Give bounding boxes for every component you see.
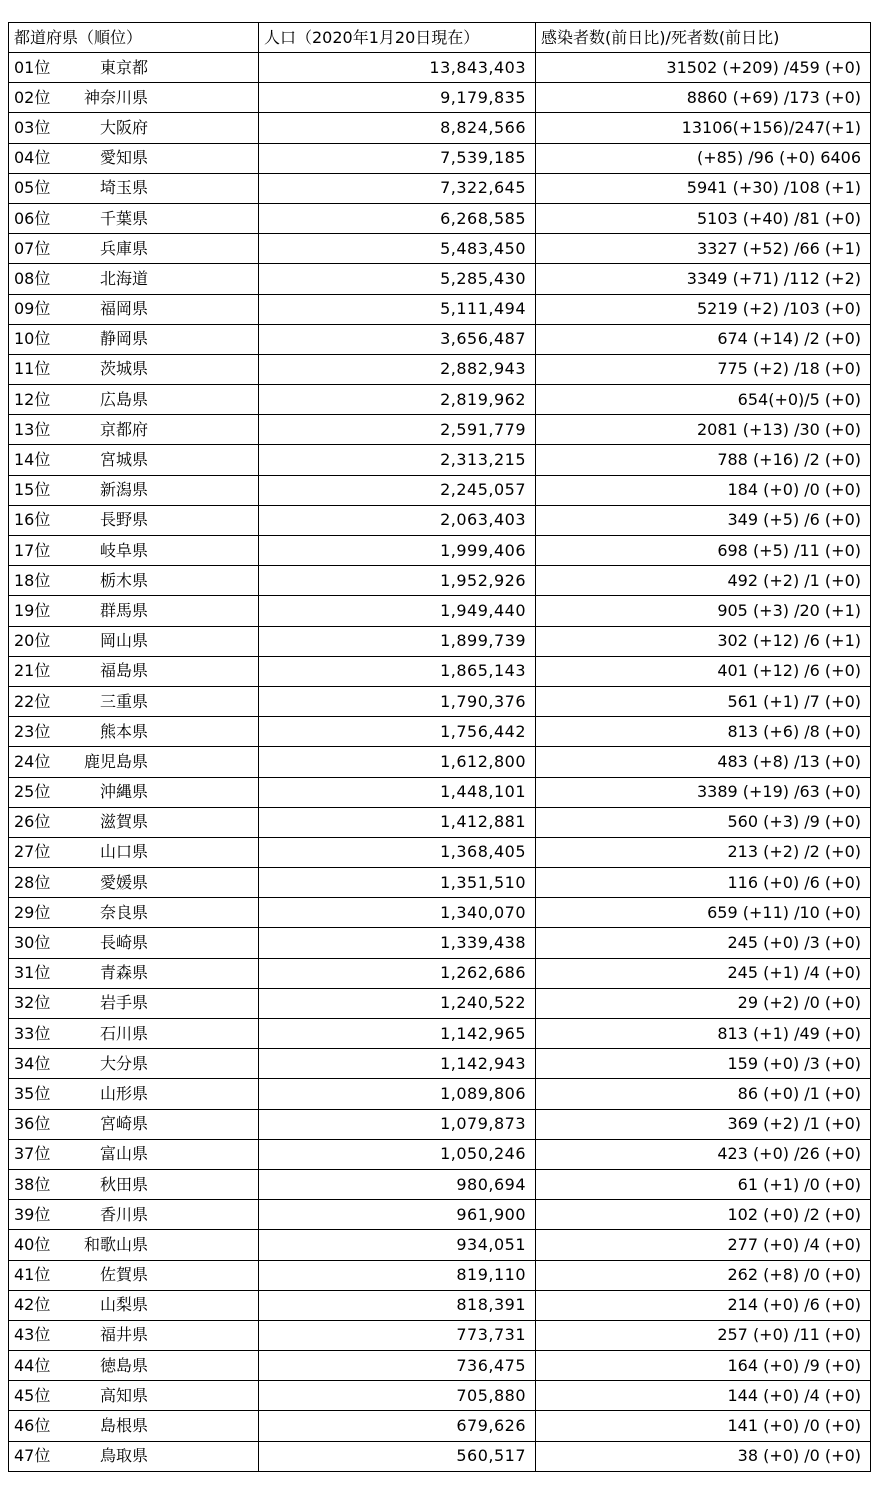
- rank-position: 22位: [14, 691, 51, 711]
- table-row: [9, 1139, 871, 1169]
- rank-position: 32位: [14, 993, 51, 1013]
- rank-cell: [9, 324, 259, 354]
- rank-cell: [9, 203, 259, 233]
- cases-deaths-cell: 245 (+0) /3 (+0): [536, 928, 871, 958]
- prefecture-name: 沖縄県: [99, 782, 148, 802]
- population-cell: 773,731: [259, 1320, 536, 1350]
- rank-position: 01位: [14, 57, 51, 77]
- rank-cell: [9, 143, 259, 173]
- rank-cell: [9, 173, 259, 203]
- prefecture-name: 群馬県: [99, 600, 148, 620]
- cases-deaths-cell: 29 (+2) /0 (+0): [536, 988, 871, 1018]
- rank-position: 35位: [14, 1083, 51, 1103]
- cases-deaths-cell: 3389 (+19) /63 (+0): [536, 777, 871, 807]
- cases-deaths-cell: 61 (+1) /0 (+0): [536, 1169, 871, 1199]
- table-row: [9, 656, 871, 686]
- cases-deaths-cell: 257 (+0) /11 (+0): [536, 1320, 871, 1350]
- table-row: [9, 868, 871, 898]
- cases-deaths-cell: 5941 (+30) /108 (+1): [536, 173, 871, 203]
- rank-position: 06位: [14, 208, 51, 228]
- table-row: [9, 898, 871, 928]
- rank-cell: [9, 686, 259, 716]
- rank-cell: [9, 354, 259, 384]
- population-cell: 13,843,403: [259, 53, 536, 83]
- rank-cell: [9, 1019, 259, 1049]
- population-cell: 679,626: [259, 1411, 536, 1441]
- header-rank: 都道府県（順位）: [9, 23, 259, 53]
- prefecture-name: 愛知県: [99, 148, 148, 168]
- prefecture-name: 福井県: [99, 1325, 148, 1345]
- rank-cell: [9, 83, 259, 113]
- rank-position: 23位: [14, 721, 51, 741]
- rank-cell: [9, 898, 259, 928]
- prefecture-name: 青森県: [99, 963, 148, 983]
- population-cell: 1,142,965: [259, 1019, 536, 1049]
- prefecture-name: 千葉県: [99, 208, 148, 228]
- prefecture-name: 福岡県: [99, 299, 148, 319]
- rank-cell: [9, 566, 259, 596]
- population-cell: 5,285,430: [259, 264, 536, 294]
- population-cell: 1,262,686: [259, 958, 536, 988]
- rank-position: 37位: [14, 1144, 51, 1164]
- cases-deaths-cell: 8860 (+69) /173 (+0): [536, 83, 871, 113]
- prefecture-name: 熊本県: [99, 721, 148, 741]
- population-cell: 8,824,566: [259, 113, 536, 143]
- prefecture-name: 佐賀県: [99, 1265, 148, 1285]
- table-row: [9, 445, 871, 475]
- rank-position: 03位: [14, 117, 51, 137]
- rank-position: 05位: [14, 178, 51, 198]
- rank-position: 10位: [14, 329, 51, 349]
- population-cell: 5,111,494: [259, 294, 536, 324]
- rank-position: 26位: [14, 812, 51, 832]
- table-row: [9, 53, 871, 83]
- prefecture-name: 島根県: [99, 1416, 148, 1436]
- rank-position: 24位: [14, 751, 51, 771]
- table-row: [9, 686, 871, 716]
- rank-position: 21位: [14, 661, 51, 681]
- table-row: [9, 928, 871, 958]
- rank-cell: [9, 294, 259, 324]
- cases-deaths-cell: 245 (+1) /4 (+0): [536, 958, 871, 988]
- rank-position: 46位: [14, 1416, 51, 1436]
- rank-position: 47位: [14, 1446, 51, 1466]
- table-row: [9, 1441, 871, 1471]
- population-cell: 961,900: [259, 1200, 536, 1230]
- rank-cell: [9, 1411, 259, 1441]
- population-cell: 6,268,585: [259, 203, 536, 233]
- table-row: [9, 505, 871, 535]
- cases-deaths-cell: 31502 (+209) /459 (+0): [536, 53, 871, 83]
- rank-position: 25位: [14, 782, 51, 802]
- table-row: [9, 1381, 871, 1411]
- rank-position: 11位: [14, 359, 51, 379]
- rank-cell: [9, 988, 259, 1018]
- rank-cell: [9, 777, 259, 807]
- population-cell: 1,612,800: [259, 747, 536, 777]
- rank-cell: [9, 958, 259, 988]
- cases-deaths-cell: 349 (+5) /6 (+0): [536, 505, 871, 535]
- rank-position: 39位: [14, 1204, 51, 1224]
- table-row: [9, 988, 871, 1018]
- table-row: [9, 475, 871, 505]
- rank-cell: [9, 868, 259, 898]
- cases-deaths-cell: 483 (+8) /13 (+0): [536, 747, 871, 777]
- table-row: [9, 958, 871, 988]
- population-cell: 1,756,442: [259, 717, 536, 747]
- prefecture-name: 香川県: [99, 1204, 148, 1224]
- cases-deaths-cell: 788 (+16) /2 (+0): [536, 445, 871, 475]
- table-row: [9, 1290, 871, 1320]
- table-row: [9, 536, 871, 566]
- rank-position: 09位: [14, 299, 51, 319]
- cases-deaths-cell: 2081 (+13) /30 (+0): [536, 415, 871, 445]
- table-row: [9, 1049, 871, 1079]
- table-row: [9, 1019, 871, 1049]
- table-row: [9, 1079, 871, 1109]
- cases-deaths-cell: 905 (+3) /20 (+1): [536, 596, 871, 626]
- population-cell: 2,819,962: [259, 385, 536, 415]
- population-cell: 818,391: [259, 1290, 536, 1320]
- population-cell: 736,475: [259, 1351, 536, 1381]
- population-cell: 560,517: [259, 1441, 536, 1471]
- table-body: [9, 53, 871, 1472]
- prefecture-covid-table-sheet: [8, 22, 870, 1472]
- cases-deaths-cell: 213 (+2) /2 (+0): [536, 837, 871, 867]
- population-cell: 1,952,926: [259, 566, 536, 596]
- rank-position: 15位: [14, 480, 51, 500]
- population-cell: 1,079,873: [259, 1109, 536, 1139]
- prefecture-name: 新潟県: [99, 480, 148, 500]
- cases-deaths-cell: 302 (+12) /6 (+1): [536, 626, 871, 656]
- rank-cell: [9, 807, 259, 837]
- population-cell: 1,240,522: [259, 988, 536, 1018]
- rank-position: 33位: [14, 1023, 51, 1043]
- prefecture-name: 岐阜県: [99, 540, 148, 560]
- population-cell: 2,313,215: [259, 445, 536, 475]
- rank-position: 43位: [14, 1325, 51, 1345]
- table-row: [9, 385, 871, 415]
- rank-cell: [9, 415, 259, 445]
- rank-cell: [9, 928, 259, 958]
- rank-position: 04位: [14, 148, 51, 168]
- table-row: [9, 324, 871, 354]
- population-cell: 3,656,487: [259, 324, 536, 354]
- cases-deaths-cell: 13106(+156)/247(+1): [536, 113, 871, 143]
- rank-cell: [9, 385, 259, 415]
- population-cell: 2,882,943: [259, 354, 536, 384]
- rank-cell: [9, 1441, 259, 1471]
- cases-deaths-cell: 369 (+2) /1 (+0): [536, 1109, 871, 1139]
- rank-position: 13位: [14, 419, 51, 439]
- table-row: [9, 747, 871, 777]
- population-cell: 819,110: [259, 1260, 536, 1290]
- population-cell: 1,999,406: [259, 536, 536, 566]
- table-row: [9, 626, 871, 656]
- rank-position: 40位: [14, 1234, 51, 1254]
- cases-deaths-cell: 159 (+0) /3 (+0): [536, 1049, 871, 1079]
- table-row: [9, 837, 871, 867]
- prefecture-name: 宮城県: [99, 450, 148, 470]
- rank-position: 14位: [14, 450, 51, 470]
- table-row: [9, 1200, 871, 1230]
- table-row: [9, 566, 871, 596]
- rank-position: 30位: [14, 933, 51, 953]
- population-cell: 2,591,779: [259, 415, 536, 445]
- table-row: [9, 1320, 871, 1350]
- prefecture-name: 岡山県: [99, 631, 148, 651]
- prefecture-name: 神奈川県: [83, 87, 148, 107]
- population-cell: 934,051: [259, 1230, 536, 1260]
- rank-position: 45位: [14, 1385, 51, 1405]
- cases-deaths-cell: 184 (+0) /0 (+0): [536, 475, 871, 505]
- prefecture-name: 滋賀県: [99, 812, 148, 832]
- rank-cell: [9, 1260, 259, 1290]
- cases-deaths-cell: 813 (+1) /49 (+0): [536, 1019, 871, 1049]
- rank-cell: [9, 1139, 259, 1169]
- table-row: [9, 1169, 871, 1199]
- rank-position: 07位: [14, 238, 51, 258]
- rank-position: 18位: [14, 570, 51, 590]
- population-cell: 1,368,405: [259, 837, 536, 867]
- prefecture-name: 兵庫県: [99, 238, 148, 258]
- rank-position: 28位: [14, 872, 51, 892]
- rank-cell: [9, 837, 259, 867]
- population-cell: 1,899,739: [259, 626, 536, 656]
- table-row: [9, 807, 871, 837]
- prefecture-name: 岩手県: [99, 993, 148, 1013]
- cases-deaths-cell: 38 (+0) /0 (+0): [536, 1441, 871, 1471]
- rank-position: 02位: [14, 87, 51, 107]
- rank-cell: [9, 656, 259, 686]
- prefecture-name: 静岡県: [99, 329, 148, 349]
- table-row: [9, 717, 871, 747]
- cases-deaths-cell: 5219 (+2) /103 (+0): [536, 294, 871, 324]
- population-cell: 7,322,645: [259, 173, 536, 203]
- header-cases: 感染者数(前日比)/死者数(前日比): [536, 23, 871, 53]
- prefecture-name: 東京都: [99, 57, 148, 77]
- rank-cell: [9, 596, 259, 626]
- prefecture-name: 石川県: [99, 1023, 148, 1043]
- prefecture-name: 長野県: [99, 510, 148, 530]
- population-cell: 2,245,057: [259, 475, 536, 505]
- rank-position: 20位: [14, 631, 51, 651]
- rank-position: 42位: [14, 1295, 51, 1315]
- prefecture-name: 鳥取県: [99, 1446, 148, 1466]
- table-row: [9, 173, 871, 203]
- table-row: [9, 415, 871, 445]
- population-cell: 7,539,185: [259, 143, 536, 173]
- rank-position: 12位: [14, 389, 51, 409]
- rank-cell: [9, 264, 259, 294]
- table-row: [9, 1230, 871, 1260]
- rank-cell: [9, 445, 259, 475]
- population-cell: 1,790,376: [259, 686, 536, 716]
- rank-position: 36位: [14, 1114, 51, 1134]
- cases-deaths-cell: 214 (+0) /6 (+0): [536, 1290, 871, 1320]
- cases-deaths-cell: 659 (+11) /10 (+0): [536, 898, 871, 928]
- prefecture-name: 福島県: [99, 661, 148, 681]
- population-cell: 705,880: [259, 1381, 536, 1411]
- table-row: [9, 203, 871, 233]
- rank-position: 31位: [14, 963, 51, 983]
- prefecture-name: 三重県: [99, 691, 148, 711]
- rank-cell: [9, 1290, 259, 1320]
- cases-deaths-cell: (+85) /96 (+0) 6406: [536, 143, 871, 173]
- prefecture-name: 京都府: [99, 419, 148, 439]
- prefecture-name: 山形県: [99, 1083, 148, 1103]
- rank-cell: [9, 747, 259, 777]
- cases-deaths-cell: 561 (+1) /7 (+0): [536, 686, 871, 716]
- prefecture-name: 埼玉県: [99, 178, 148, 198]
- prefecture-name: 栃木県: [99, 570, 148, 590]
- prefecture-name: 長崎県: [99, 933, 148, 953]
- cases-deaths-cell: 423 (+0) /26 (+0): [536, 1139, 871, 1169]
- rank-cell: [9, 536, 259, 566]
- prefecture-name: 愛媛県: [99, 872, 148, 892]
- prefecture-name: 大阪府: [99, 117, 148, 137]
- prefecture-name: 北海道: [99, 268, 148, 288]
- rank-cell: [9, 1049, 259, 1079]
- cases-deaths-cell: 654(+0)/5 (+0): [536, 385, 871, 415]
- table-row: [9, 113, 871, 143]
- rank-cell: [9, 113, 259, 143]
- population-cell: 1,142,943: [259, 1049, 536, 1079]
- rank-cell: [9, 626, 259, 656]
- cases-deaths-cell: 674 (+14) /2 (+0): [536, 324, 871, 354]
- rank-position: 17位: [14, 540, 51, 560]
- table-row: [9, 1411, 871, 1441]
- cases-deaths-cell: 813 (+6) /8 (+0): [536, 717, 871, 747]
- table-row: [9, 354, 871, 384]
- population-cell: 980,694: [259, 1169, 536, 1199]
- rank-cell: [9, 1351, 259, 1381]
- cases-deaths-cell: 116 (+0) /6 (+0): [536, 868, 871, 898]
- rank-position: 16位: [14, 510, 51, 530]
- prefecture-name: 奈良県: [99, 902, 148, 922]
- cases-deaths-cell: 141 (+0) /0 (+0): [536, 1411, 871, 1441]
- prefecture-name: 和歌山県: [83, 1234, 148, 1254]
- table-row: [9, 264, 871, 294]
- rank-position: 41位: [14, 1265, 51, 1285]
- cases-deaths-cell: 3349 (+71) /112 (+2): [536, 264, 871, 294]
- prefecture-name: 広島県: [99, 389, 148, 409]
- prefecture-name: 山梨県: [99, 1295, 148, 1315]
- rank-cell: [9, 1200, 259, 1230]
- rank-position: 29位: [14, 902, 51, 922]
- population-cell: 1,412,881: [259, 807, 536, 837]
- rank-position: 27位: [14, 842, 51, 862]
- population-cell: 1,351,510: [259, 868, 536, 898]
- cases-deaths-cell: 560 (+3) /9 (+0): [536, 807, 871, 837]
- rank-position: 38位: [14, 1174, 51, 1194]
- table-row: [9, 777, 871, 807]
- rank-position: 08位: [14, 268, 51, 288]
- table-header-row: [9, 23, 871, 53]
- cases-deaths-cell: 5103 (+40) /81 (+0): [536, 203, 871, 233]
- cases-deaths-cell: 401 (+12) /6 (+0): [536, 656, 871, 686]
- cases-deaths-cell: 102 (+0) /2 (+0): [536, 1200, 871, 1230]
- population-cell: 1,865,143: [259, 656, 536, 686]
- table-row: [9, 234, 871, 264]
- population-cell: 5,483,450: [259, 234, 536, 264]
- rank-cell: [9, 1381, 259, 1411]
- table-row: [9, 83, 871, 113]
- population-cell: 1,448,101: [259, 777, 536, 807]
- rank-position: 34位: [14, 1053, 51, 1073]
- prefecture-name: 高知県: [99, 1385, 148, 1405]
- population-cell: 1,050,246: [259, 1139, 536, 1169]
- rank-cell: [9, 1320, 259, 1350]
- table-row: [9, 596, 871, 626]
- table-row: [9, 1351, 871, 1381]
- prefecture-name: 大分県: [99, 1053, 148, 1073]
- prefecture-name: 鹿児島県: [83, 751, 148, 771]
- cases-deaths-cell: 775 (+2) /18 (+0): [536, 354, 871, 384]
- rank-cell: [9, 1109, 259, 1139]
- rank-cell: [9, 234, 259, 264]
- rank-cell: [9, 1079, 259, 1109]
- population-cell: 1,089,806: [259, 1079, 536, 1109]
- prefecture-covid-table: [8, 22, 871, 1472]
- cases-deaths-cell: 3327 (+52) /66 (+1): [536, 234, 871, 264]
- rank-cell: [9, 717, 259, 747]
- cases-deaths-cell: 144 (+0) /4 (+0): [536, 1381, 871, 1411]
- rank-cell: [9, 505, 259, 535]
- prefecture-name: 茨城県: [99, 359, 148, 379]
- prefecture-name: 宮崎県: [99, 1114, 148, 1134]
- cases-deaths-cell: 262 (+8) /0 (+0): [536, 1260, 871, 1290]
- rank-cell: [9, 1169, 259, 1199]
- rank-cell: [9, 53, 259, 83]
- table-row: [9, 1260, 871, 1290]
- cases-deaths-cell: 698 (+5) /11 (+0): [536, 536, 871, 566]
- prefecture-name: 秋田県: [99, 1174, 148, 1194]
- rank-position: 19位: [14, 600, 51, 620]
- table-row: [9, 294, 871, 324]
- population-cell: 9,179,835: [259, 83, 536, 113]
- population-cell: 2,063,403: [259, 505, 536, 535]
- prefecture-name: 山口県: [99, 842, 148, 862]
- cases-deaths-cell: 164 (+0) /9 (+0): [536, 1351, 871, 1381]
- rank-position: 44位: [14, 1355, 51, 1375]
- table-row: [9, 143, 871, 173]
- cases-deaths-cell: 86 (+0) /1 (+0): [536, 1079, 871, 1109]
- cases-deaths-cell: 277 (+0) /4 (+0): [536, 1230, 871, 1260]
- table-row: [9, 1109, 871, 1139]
- population-cell: 1,340,070: [259, 898, 536, 928]
- rank-cell: [9, 475, 259, 505]
- population-cell: 1,949,440: [259, 596, 536, 626]
- population-cell: 1,339,438: [259, 928, 536, 958]
- cases-deaths-cell: 492 (+2) /1 (+0): [536, 566, 871, 596]
- header-population: 人口（2020年1月20日現在）: [259, 23, 536, 53]
- rank-cell: [9, 1230, 259, 1260]
- prefecture-name: 徳島県: [99, 1355, 148, 1375]
- prefecture-name: 富山県: [99, 1144, 148, 1164]
